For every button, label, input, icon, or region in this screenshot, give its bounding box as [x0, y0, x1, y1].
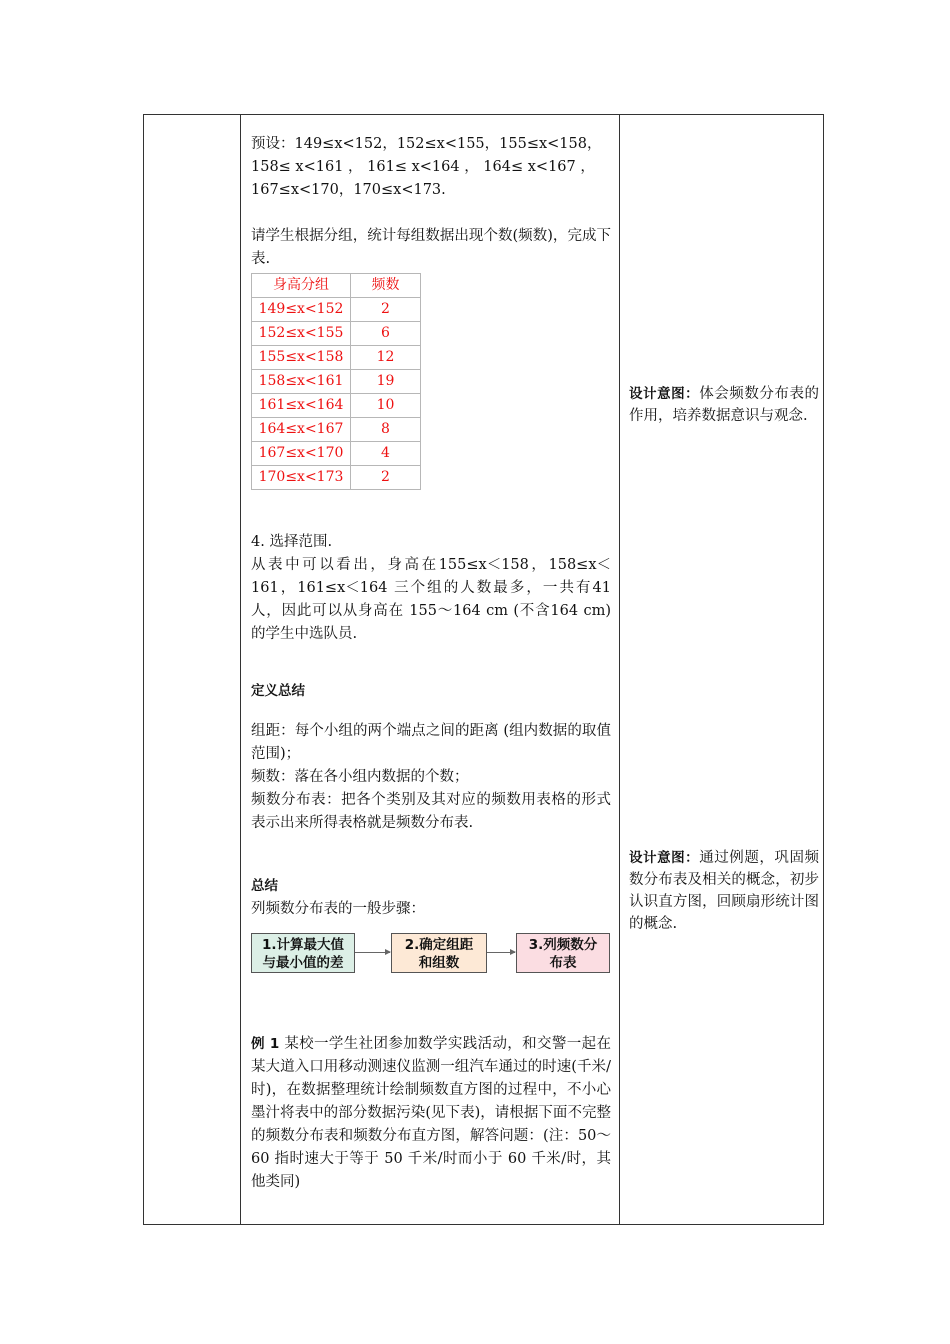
preset-line-2: 158≤ x<161 ， 161≤ x<164 ， 164≤ x<167 ， — [251, 159, 595, 175]
step-box-2 — [391, 933, 487, 973]
header-frequency: 频数 — [351, 274, 421, 298]
step4-title: 4. 选择范围. — [251, 534, 333, 550]
preset-line-1: 预设：149≤x<152，152≤x<155，155≤x<158， — [251, 136, 602, 152]
table-row — [252, 298, 421, 322]
summary-intro: 列频数分布表的一般步骤： — [251, 901, 425, 917]
main-content — [251, 133, 611, 1194]
preset-line-3: 167≤x<170，170≤x<173. — [251, 182, 446, 198]
table-row — [252, 466, 421, 490]
table-row — [252, 394, 421, 418]
frequency-table — [251, 273, 421, 490]
frequency-cell: 4 — [351, 442, 421, 466]
frequency-cell: 8 — [351, 418, 421, 442]
step-box-2-line2: 和组数 — [418, 955, 460, 971]
step-box-1 — [251, 933, 355, 973]
frequency-cell: 2 — [351, 466, 421, 490]
group-cell: 155≤x<158 — [252, 346, 351, 370]
arrow-right-icon — [355, 952, 390, 953]
group-cell: 167≤x<170 — [252, 442, 351, 466]
instruction-text: 请学生根据分组，统计每组数据出现个数(频数)，完成下表. — [251, 228, 611, 267]
group-cell: 164≤x<167 — [252, 418, 351, 442]
side-note-1-label: 设计意图： — [629, 386, 700, 402]
side-note-1 — [629, 383, 819, 427]
table-row — [252, 442, 421, 466]
definitions-heading: 定义总结 — [251, 683, 305, 699]
group-cell: 170≤x<173 — [252, 466, 351, 490]
table-header-row — [252, 274, 421, 298]
group-cell: 158≤x<161 — [252, 370, 351, 394]
steps-flowchart — [251, 933, 611, 985]
frequency-cell: 2 — [351, 298, 421, 322]
table-row — [252, 370, 421, 394]
lesson-table — [143, 114, 824, 1225]
step-box-3-line1: 3.列频数分 — [528, 937, 598, 953]
frequency-cell: 6 — [351, 322, 421, 346]
table-row — [252, 322, 421, 346]
header-height-group: 身高分组 — [252, 274, 351, 298]
column-divider-right — [619, 115, 620, 1224]
frequency-cell: 12 — [351, 346, 421, 370]
example-1 — [251, 1033, 611, 1194]
side-note-2 — [629, 847, 819, 935]
frequency-cell: 10 — [351, 394, 421, 418]
table-row — [252, 418, 421, 442]
side-note-2-label: 设计意图： — [629, 850, 700, 866]
definition-frequency: 频数：落在各小组内数据的个数； — [251, 769, 469, 785]
summary-heading: 总结 — [251, 878, 278, 894]
step-box-1-line2: 与最小值的差 — [262, 955, 344, 971]
step-box-3 — [516, 933, 610, 973]
group-cell: 149≤x<152 — [252, 298, 351, 322]
step-box-1-line1: 1.计算最大值 — [261, 937, 345, 953]
step4-body: 从表中可以看出，身高在155≤x＜158，158≤x＜161，161≤x＜164 三个组的人数最多，一共有41 人，因此可以从身高在 155～164 cm (不含164 cm) 的学生中选队员. — [251, 557, 611, 642]
step-box-2-line1: 2.确定组距 — [404, 937, 474, 953]
definition-frequency-table: 频数分布表：把各个类别及其对应的频数用表格的形式表示出来所得表格就是频数分布表. — [251, 792, 611, 831]
group-cell: 161≤x<164 — [252, 394, 351, 418]
table-row — [252, 346, 421, 370]
frequency-cell: 19 — [351, 370, 421, 394]
side-note-1-text: 体会频数分布表的作用，培养数据意识与观念. — [629, 386, 820, 424]
side-note-2-text: 通过例题，巩固频数分布表及相关的概念，初步认识直方图，回顾扇形统计图的概念. — [629, 850, 820, 932]
definition-group-distance: 组距：每个小组的两个端点之间的距离 (组内数据的取值范围)； — [251, 723, 611, 762]
group-cell: 152≤x<155 — [252, 322, 351, 346]
step-box-3-line2: 布表 — [549, 955, 577, 971]
arrow-right-icon — [487, 952, 515, 953]
example-text: 某校一学生社团参加数学实践活动，和交警一起在某大道入口用移动测速仪监测一组汽车通过的时速(千米/时)，在数据整理统计绘制频数直方图的过程中，不小心墨汁将表中的部分数据污染(见下表)，请根据下面不完整的频数分布表和频数分布直方图，解答问题：(注：50～60 指时速大于等于 50 千米/时而小于 60 千米/时，其他类同) — [251, 1036, 612, 1190]
column-divider-left — [240, 115, 241, 1224]
example-label: 例 1 — [251, 1036, 280, 1052]
